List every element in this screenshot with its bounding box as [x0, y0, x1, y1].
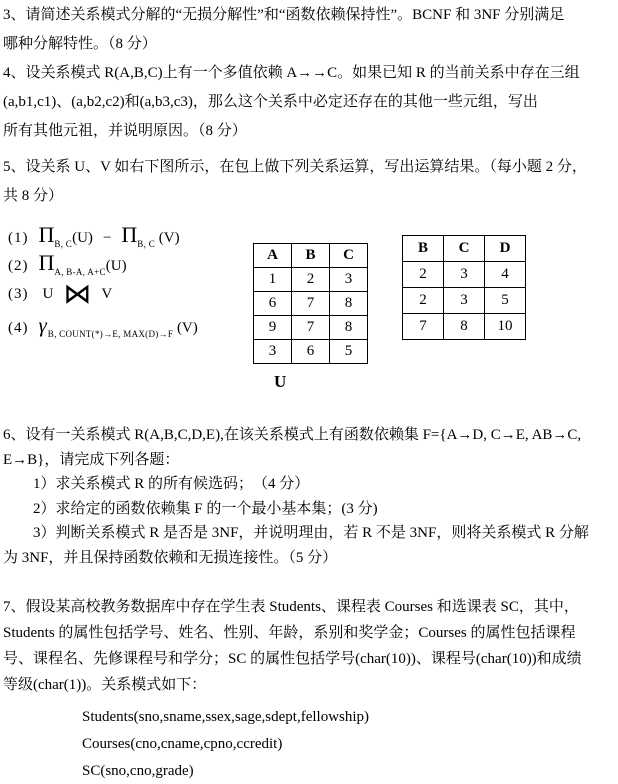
table-header-row [403, 236, 526, 262]
question-3-line: 哪种分解特性。（8 分） [3, 36, 157, 52]
question-4 [3, 59, 580, 146]
question-6-line: 6、设有一关系模式 R(A,B,C,D,E),在该关系模式上有函数依赖集 F={A→D, C→E, AB→C, [3, 427, 582, 443]
operand-u: (U) [72, 230, 93, 246]
relation-table-v [402, 235, 526, 340]
gamma-operator: γ [38, 313, 47, 337]
question-7 [3, 594, 582, 698]
table-u-label: U [274, 372, 287, 391]
question-7-line: 7、假设某高校教务数据库中存在学生表 Students、课程表 Courses 和选课表 SC，其中， [3, 599, 579, 615]
operand-v: (V) [176, 320, 198, 336]
table-cell: 8 [330, 292, 368, 316]
question-6-line: 为 3NF，并且保持函数依赖和无损连接性。（5 分） [3, 549, 338, 566]
column-header: B [403, 236, 444, 262]
table-cell: 7 [292, 292, 330, 316]
algebra-item-4 [8, 310, 198, 340]
item-number: (2) [8, 258, 29, 274]
question-6 [3, 423, 589, 570]
schema-courses: Courses(cno,cname,cpno,ccredit) [82, 736, 283, 752]
question-5-line: 共 8 分） [3, 188, 64, 204]
question-6-subitem: 1）求关系模式 R 的所有候选码； （4 分） [33, 476, 310, 492]
algebra-item-3 [8, 279, 116, 309]
item-number: (4) [8, 320, 29, 336]
schema-students: Students(sno,sname,ssex,sage,sdept,fellowship) [82, 709, 370, 725]
table-header-row [254, 244, 368, 268]
table-row [254, 268, 368, 292]
table-cell: 9 [254, 316, 292, 340]
relation-schemas [82, 704, 369, 784]
table-cell: 3 [444, 288, 485, 314]
column-header: D [485, 236, 526, 262]
pi-operator: Π [121, 222, 138, 247]
operand-v: (V) [158, 230, 180, 246]
table-cell: 1 [254, 268, 292, 292]
natural-join-bowtie-icon: ⋈ [63, 277, 92, 310]
operand-u: U [42, 286, 54, 302]
algebra-item-1 [8, 220, 180, 250]
table-cell: 3 [254, 340, 292, 364]
relation-table-u [253, 243, 368, 364]
table-row [403, 262, 526, 288]
question-7-line: Students 的属性包括学号、姓名、性别、年龄，系别和奖学金；Courses 的属性包括课程 [3, 625, 576, 641]
table-cell: 10 [485, 314, 526, 340]
column-header: A [254, 244, 292, 268]
question-6-subitem: 3）判断关系模式 R 是否是 3NF，并说明理由，若 R 不是 3NF，则将关系模式 R 分解 [33, 525, 589, 541]
projection-subscript: B, C [137, 239, 156, 249]
table-cell: 7 [403, 314, 444, 340]
table-row [403, 314, 526, 340]
operand-v: V [101, 286, 113, 302]
algebra-item-2 [8, 248, 127, 278]
table-row [254, 340, 368, 364]
operand-u: (U) [105, 258, 127, 274]
question-3-line: 3、请简述关系模式分解的“无损分解性”和“函数依赖保持性”。BCNF 和 3NF 分别满足 [3, 7, 565, 23]
table-cell: 6 [254, 292, 292, 316]
question-4-line: (a,b1,c1)、(a,b2,c2)和(a,b3,c3)，那么这个关系中必定还存在的其他一些元组，写出 [3, 94, 538, 110]
question-5-line: 5、设关系 U、V 如右下图所示，在包上做下列关系运算，写出运算结果。（每小题 2 分， [3, 159, 587, 175]
column-header: B [292, 244, 330, 268]
column-header: C [330, 244, 368, 268]
table-row [254, 316, 368, 340]
table-cell: 2 [292, 268, 330, 292]
schema-sc: SC(sno,cno,grade) [82, 763, 194, 779]
grouping-subscript: B, COUNT(*)→E, MAX(D)→F [47, 329, 174, 339]
question-6-line: E→B}，请完成下列各题： [3, 451, 180, 468]
projection-subscript: B, C [54, 239, 73, 249]
table-row [403, 288, 526, 314]
question-4-line: 所有其他元祖，并说明原因。（8 分） [3, 123, 247, 139]
table-cell: 4 [485, 262, 526, 288]
question-7-line: 等级(char(1))。关系模式如下： [3, 677, 207, 693]
table-cell: 8 [444, 314, 485, 340]
table-cell: 6 [292, 340, 330, 364]
table-cell: 5 [485, 288, 526, 314]
table-row [254, 292, 368, 316]
column-header: C [444, 236, 485, 262]
question-5-intro [3, 153, 587, 211]
question-7-line: 号、课程名、先修课程号和学分；SC 的属性包括学号(char(10))、课程号(char(10))和成绩 [3, 651, 582, 667]
table-cell: 3 [330, 268, 368, 292]
projection-subscript: A, B-A, A+C [54, 267, 106, 277]
item-number: (1) [8, 230, 29, 246]
table-cell: 8 [330, 316, 368, 340]
table-cell: 7 [292, 316, 330, 340]
question-6-subitem: 2）求给定的函数依赖集 F 的一个最小基本集；(3 分) [33, 500, 378, 517]
table-cell: 2 [403, 262, 444, 288]
pi-operator: Π [38, 250, 55, 275]
pi-operator: Π [38, 222, 55, 247]
minus-operator: − [102, 230, 112, 246]
table-cell: 3 [444, 262, 485, 288]
question-4-line: 4、设关系模式 R(A,B,C)上有一个多值依赖 A→→C。如果已知 R 的当前关系中存在三组 [3, 65, 580, 81]
question-3 [3, 1, 564, 59]
table-cell: 5 [330, 340, 368, 364]
table-cell: 2 [403, 288, 444, 314]
item-number: (3) [8, 286, 29, 302]
